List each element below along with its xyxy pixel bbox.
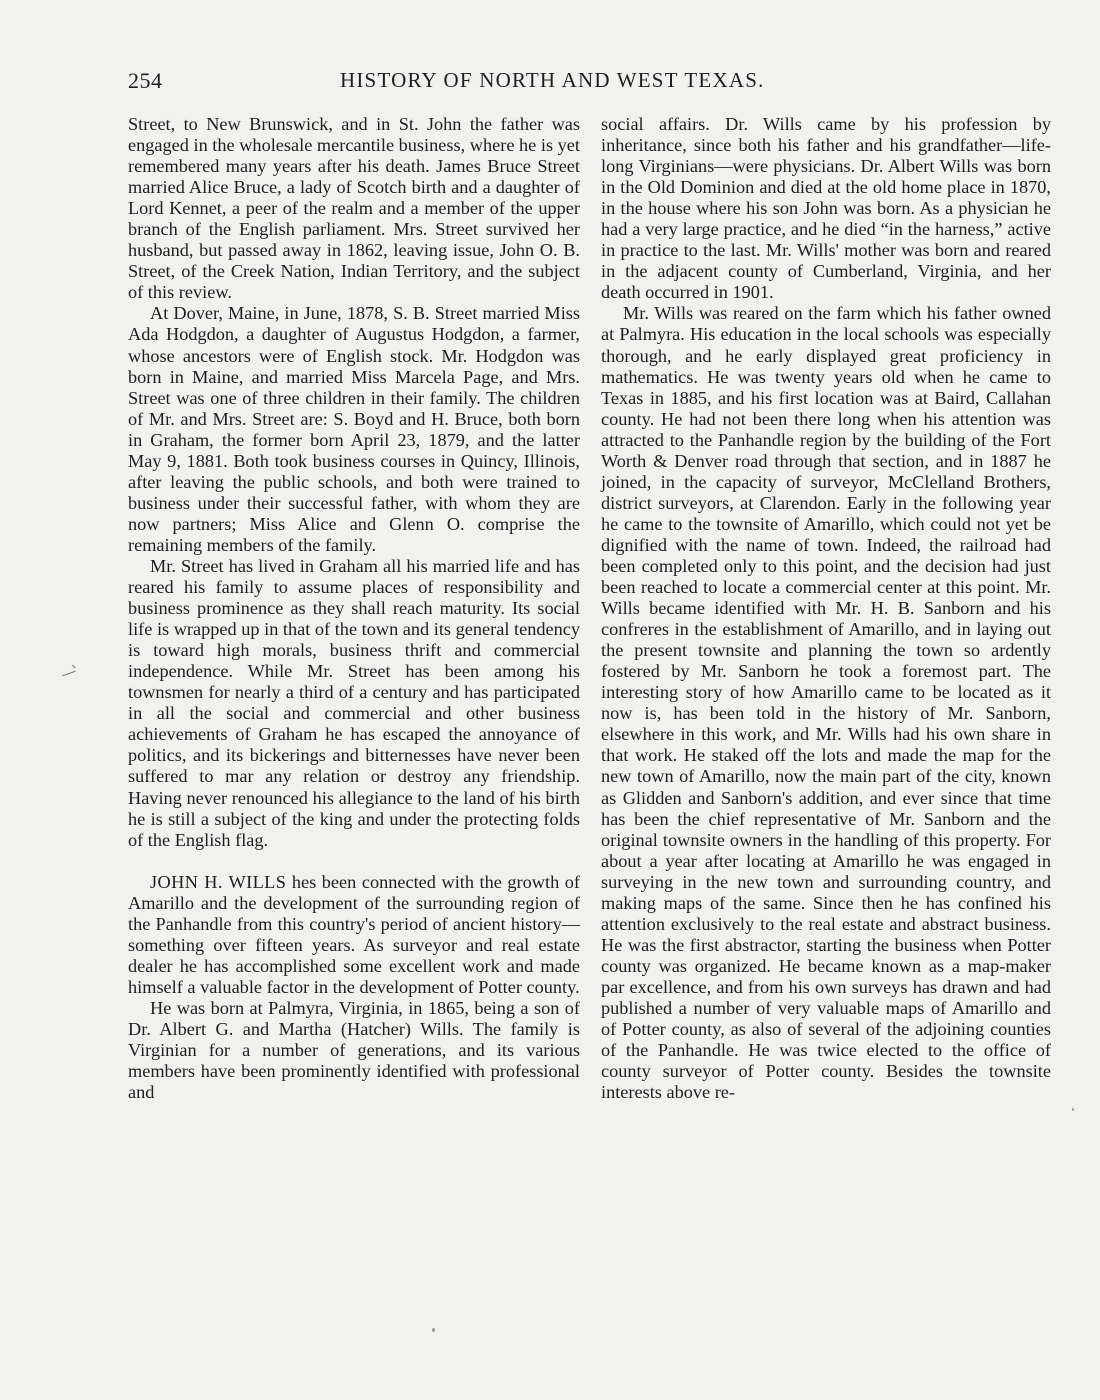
paragraph: He was born at Palmyra, Virginia, in 1865, being a son of Dr. Albert G. and Martha (Hatcher) Wills. The family is Virginian for a number of generations, and its various members have been prominently identified with professional and: [128, 997, 580, 1103]
paragraph: Mr. Wills was reared on the farm which his father owned at Palmyra. His education in the local schools was especially thorough, and he early displayed great proficiency in mathematics. He was twenty years old when he came to Texas in 1885, and his first location was at Baird, Callahan county. He had not been there long when his attention was attracted to the Panhandle region by the building of the Fort Worth & Denver road through that section, and in 1887 he joined, in the capacity of surveyor, McClelland Brothers, district surveyors, at Clarendon. Early in the following year he came to the townsite of Amarillo, which could not yet be dignified with the name of town. Indeed, the railroad had been completed only to this point, and the decision had just been reached to locate a commercial center at this point. Mr. Wills became identified with Mr. H. B. Sanborn and his confreres in the establishment of Amarillo, and in laying out the present townsite and planning the town so ardently fostered by Mr. Sanborn he took a foremost part. The interesting story of how Amarillo came to be located as it now is, has been told in the history of Mr. Sanborn, elsewhere in this work, and Mr. Wills had his own share in that work. He staked off the lots and made the map for the new town of Amarillo, now the main part of the city, known as Glidden and Sanborn's addition, and ever since that time has been the chief representative of Mr. Sanborn and the original townsite owners in the handling of this property. For about a year after locating at Amarillo he was engaged in surveying in the new town and surrounding country, and making maps of the same. Since then he has confined his attention exclusively to the real estate and abstract business. He was the first abstractor, starting the business when Potter county was organized. He became known as a map-maker par excellence, and from his own surveys has drawn and had published a number of very valuable maps of Amarillo and of Potter county, as also of several of the adjoining counties of the Panhandle. He was twice elected to the office of county surveyor of Potter county. Besides the townsite interests above re-: [601, 303, 1051, 1103]
page-header: [128, 68, 1048, 98]
paragraph-continued: Street, to New Brunswick, and in St. John the father was engaged in the wholesale mercantile business, where he is yet remembered many years after his death. James Bruce Street married Alice Bruce, a lady of Scotch birth and a daughter of Lord Kennet, a peer of the realm and a member of the upper branch of the English parliament. Mrs. Street survived her husband, but passed away in 1862, leaving issue, John O. B. Street, of the Creek Nation, Indian Territory, and the subject of this review.: [128, 114, 580, 303]
print-speck: [432, 1328, 435, 1332]
left-column: [128, 114, 580, 1103]
running-title: HISTORY OF NORTH AND WEST TEXAS.: [340, 68, 765, 92]
paragraph: Mr. Street has lived in Graham all his married life and has reared his family to assume places of responsibility and business prominence as they shall reach maturity. Its social life is wrapped up in that of the town and its general tendency is toward high morals, business thrift and commercial independence. While Mr. Street has been among his townsmen for nearly a third of a century and has participated in all the social and commercial and other business achievements of Graham he has escaped the annoyance of politics, and its bickerings and bitternesses have never been suffered to mar any relation or destroy any friendship. Having never renounced his allegiance to the land of his birth he is still a subject of the king and under the protecting folds of the English flag.: [128, 555, 580, 850]
right-column: [601, 114, 1051, 1103]
biography-subject-name: JOHN H. WILLS: [150, 871, 287, 892]
paragraph-continued: social affairs. Dr. Wills came by his profession by inheritance, since both his father and his grandfather—life-long Virginians—were physicians. Dr. Albert Wills was born in the Old Dominion and died at the old home place in 1870, in the house where his son John was born. As a physician he had a very large practice, and he died “in the harness,” active in practice to the last. Mr. Wills' mother was born and reared in the adjacent county of Cumberland, Virginia, and her death occurred in 1901.: [601, 114, 1051, 303]
print-speck: [1072, 1108, 1074, 1111]
biography-opening-paragraph: [128, 872, 580, 998]
paragraph: At Dover, Maine, in June, 1878, S. B. Street married Miss Ada Hodgdon, a daughter of Augustus Hodgdon, a farmer, whose ancestors were of English stock. Mr. Hodgdon was born in Maine, and married Miss Marcela Page, and Mrs. Street was one of three children in their family. The children of Mr. and Mrs. Street are: S. Boyd and H. Bruce, both born in Graham, the former born April 23, 1879, and the latter May 9, 1881. Both took business courses in Quincy, Illinois, after leaving the public schools, and both were trained to business under their successful father, with whom they are now partners; Miss Alice and Glenn O. comprise the remaining members of the family.: [128, 303, 580, 555]
page-number: 254: [128, 68, 163, 93]
margin-pencil-mark: [62, 671, 75, 677]
biography-opening-text: hes been connected with the growth of Amarillo and the development of the surrounding region of the Panhandle from this country's period of ancient history—something over fifteen years. As surveyor and real estate dealer he has accomplished some excellent work and made himself a valuable factor in the development of Potter county.: [128, 871, 580, 997]
